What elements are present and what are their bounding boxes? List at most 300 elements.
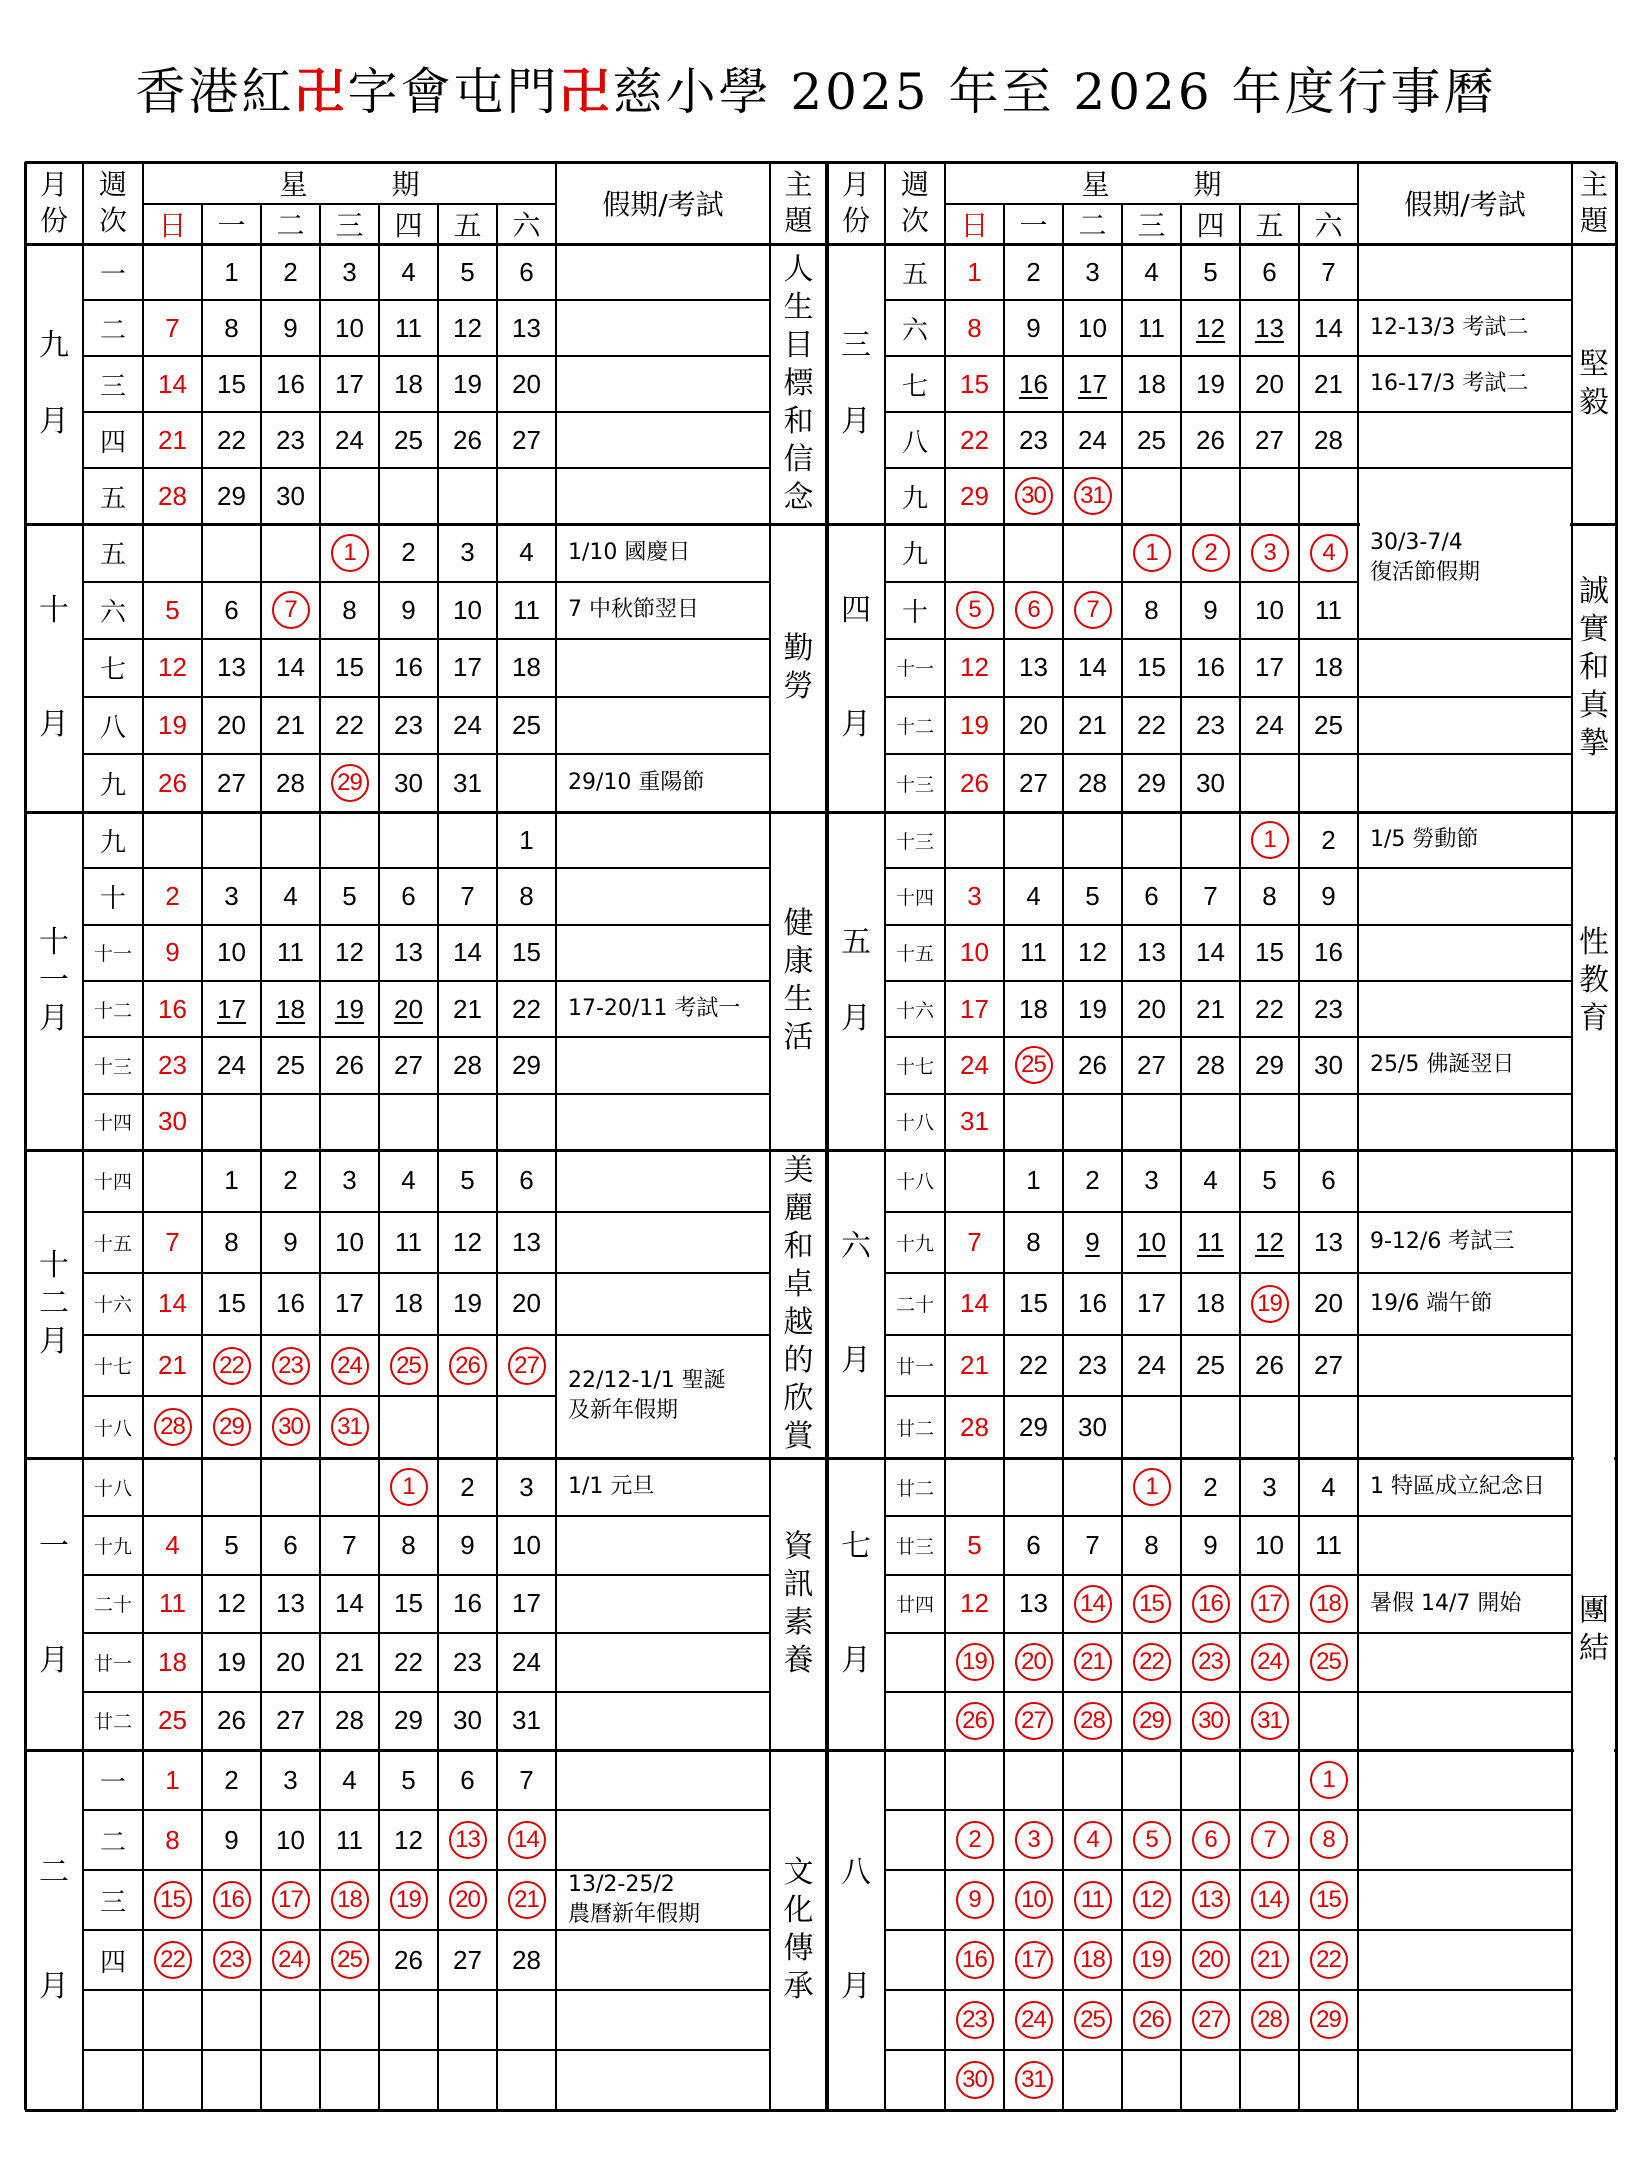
holiday-note [556,244,770,300]
day-cell [320,1335,379,1397]
day-cell [1299,524,1358,582]
day-cell [202,1396,261,1458]
day-cell: 13 [217,652,246,683]
week-number: 十七 [93,1356,132,1379]
week-number: 廿二 [895,1477,934,1500]
day-cell [1004,812,1063,868]
day-cell: 19 [1196,368,1225,399]
month-label-left-1: 十 月 [39,593,69,742]
day-cell: 9 [1085,1226,1100,1257]
day-cell [1240,812,1299,868]
week-number: 十九 [93,1536,132,1559]
holiday-note [1358,1750,1572,1810]
day-cell: 22 [960,424,989,455]
day-cell [1240,524,1299,582]
day-cell [261,2050,320,2110]
holiday-circle: 17 [272,1881,310,1919]
week-number: 廿三 [895,1536,934,1559]
header-weekday-right: 星 期 [1081,168,1222,201]
day-cell [1122,1458,1181,1516]
theme-label [770,1458,827,1750]
day-cell: 30 [1314,1049,1343,1080]
day-cell [202,1870,261,1930]
holiday-circle: 16 [1192,1585,1230,1623]
day-cell: 9 [224,1824,239,1855]
day-cell: 8 [967,312,982,343]
day-cell: 23 [1314,993,1343,1024]
day-cell: 9 [460,1530,475,1561]
theme-text: 健康生活 [783,906,814,1055]
day-cell: 31 [453,767,482,798]
holiday-note [556,412,770,468]
day-cell [1299,1870,1358,1930]
holiday-circle: 6 [1192,1821,1230,1859]
day-cell: 18 [394,368,423,399]
day-cell: 4 [283,880,298,911]
day-cell: 14 [960,1288,989,1319]
day-cell [1181,1930,1240,1990]
day-cell [379,1094,438,1150]
day-cell: 13 [1019,1588,1048,1619]
week-number: 三 [99,1887,126,1918]
grid-line-v [201,204,203,244]
header-day-right-5: 五 [1255,209,1284,242]
day-cell [1299,1633,1358,1691]
week-number: 二十 [895,1294,934,1317]
week-number: 一 [99,259,126,290]
day-cell: 11 [1315,594,1342,625]
holiday-circle: 24 [1015,2001,1053,2039]
holiday-note [556,1750,770,1810]
day-cell [945,2050,1004,2110]
week-number: 七 [901,371,928,402]
day-cell [438,1335,497,1397]
day-cell: 8 [519,880,534,911]
week-number: 七 [99,655,126,686]
day-cell: 13 [512,312,541,343]
grid-line-v [1298,204,1300,244]
day-cell [1122,1990,1181,2050]
day-cell [1004,468,1063,524]
day-cell: 6 [460,1764,475,1795]
day-cell [202,1930,261,1990]
day-cell: 11 [395,312,422,343]
holiday-circle: 22 [213,1347,251,1385]
holiday-circle: 1 [1133,534,1171,572]
holiday-circle: 13 [449,1821,487,1859]
day-cell [1181,524,1240,582]
holiday-circle: 10 [1015,1881,1053,1919]
holiday-note: 13/2-25/2 農曆新年假期 [568,1872,701,1927]
day-cell: 12 [960,652,989,683]
holiday-circle: 28 [1074,1702,1112,1740]
week-number: 三 [99,371,126,402]
holiday-circle: 20 [1015,1643,1053,1681]
holiday-note [556,1692,770,1750]
header-month-left: 月 份 [39,168,68,237]
day-cell [1122,524,1181,582]
holiday-note [1358,1870,1572,1930]
day-cell [1240,1990,1299,2050]
holiday-circle: 15 [1133,1585,1171,1623]
day-cell [320,468,379,524]
month-label-left-4: 一 月 [39,1529,69,1678]
day-cell: 30 [1078,1411,1107,1442]
day-cell: 21 [158,1350,187,1381]
day-cell [497,2050,556,2110]
holiday-circle: 25 [1074,2001,1112,2039]
day-cell: 10 [335,312,364,343]
day-cell: 18 [512,652,541,683]
day-cell: 29 [960,480,989,511]
week-number: 二十 [93,1594,132,1617]
holiday-note [556,1575,770,1633]
day-cell: 28 [453,1049,482,1080]
day-cell [438,468,497,524]
holiday-circle: 15 [1310,1881,1348,1919]
header-day-right-0: 日 [960,209,989,242]
day-cell: 19 [335,993,364,1024]
day-cell [945,1458,1004,1516]
day-cell: 8 [1144,594,1159,625]
day-cell: 15 [335,652,364,683]
day-cell: 2 [460,1471,475,1502]
day-cell: 10 [1255,1530,1284,1561]
day-cell [945,1692,1004,1750]
day-cell: 25 [512,710,541,741]
week-number: 十八 [93,1417,132,1440]
day-cell: 22 [335,710,364,741]
day-cell [497,1990,556,2050]
day-cell: 6 [1321,1165,1336,1196]
day-cell [261,524,320,582]
holiday-circle: 22 [1310,1941,1348,1979]
day-cell [1240,1396,1299,1458]
day-cell [438,812,497,868]
day-cell: 11 [513,594,540,625]
day-cell: 14 [335,1588,364,1619]
day-cell: 20 [394,993,423,1024]
holiday-circle: 31 [331,1408,369,1446]
grid-line-v [1062,204,1064,244]
day-cell [1299,468,1358,524]
day-cell: 13 [1137,937,1166,968]
holiday-circle: 4 [1310,534,1348,572]
day-cell: 28 [1078,767,1107,798]
week-number: 二 [99,1827,126,1858]
day-cell: 27 [512,424,541,455]
day-cell: 16 [1019,368,1048,399]
week-number: 六 [901,315,928,346]
day-cell: 18 [276,993,305,1024]
day-cell: 5 [967,1530,982,1561]
week-number [885,1990,945,2050]
holiday-note: 17-20/11 考試一 [568,996,741,1022]
day-cell: 2 [224,1764,239,1795]
day-cell [1122,1633,1181,1691]
grid-line-h [1358,638,1572,640]
day-cell [1063,1990,1122,2050]
week-number [885,1810,945,1870]
day-cell: 16 [276,1288,305,1319]
week-number: 廿二 [895,1417,934,1440]
day-cell: 13 [276,1588,305,1619]
day-cell: 24 [335,424,364,455]
day-cell: 12 [1196,312,1225,343]
day-cell: 25 [1196,1350,1225,1381]
week-number: 十一 [93,943,132,966]
holiday-note [1358,1150,1572,1212]
day-cell: 22 [394,1646,423,1677]
day-cell [143,1150,202,1212]
day-cell [945,1633,1004,1691]
holiday-note [1358,1930,1572,1990]
month-label-left-2: 十 一 月 [39,925,69,1036]
day-cell [497,468,556,524]
day-cell [1299,1750,1358,1810]
day-cell [945,1750,1004,1810]
day-cell: 12 [1078,937,1107,968]
header-day-right-2: 二 [1078,209,1107,242]
day-cell [1240,1870,1299,1930]
day-cell: 22 [512,993,541,1024]
day-cell [497,1810,556,1870]
holiday-circle: 5 [1133,1821,1171,1859]
holiday-note-easter: 30/3-7/4 復活節假期 [1370,530,1481,585]
holiday-circle: 9 [956,1881,994,1919]
week-number: 十二 [895,716,934,739]
day-cell: 23 [1019,424,1048,455]
day-cell: 26 [158,767,187,798]
holiday-circle: 21 [1074,1643,1112,1681]
holiday-note [556,868,770,924]
week-number [885,1870,945,1930]
day-cell [261,1990,320,2050]
holiday-note [556,2050,770,2110]
day-cell [945,524,1004,582]
day-cell [320,1094,379,1150]
day-cell: 18 [1314,652,1343,683]
day-cell [1299,1990,1358,2050]
grid-line-v [1003,204,1005,244]
holiday-circle: 23 [272,1347,310,1385]
day-cell: 26 [960,767,989,798]
day-cell: 21 [1314,368,1343,399]
day-cell [379,812,438,868]
week-number: 十八 [93,1477,132,1500]
holiday-note [556,1212,770,1274]
day-cell: 25 [158,1705,187,1736]
day-cell: 6 [283,1530,298,1561]
holiday-note: 9-12/6 考試三 [1370,1229,1515,1255]
day-cell: 30 [394,767,423,798]
holiday-circle: 31 [1015,2061,1053,2099]
day-cell: 27 [453,1944,482,1975]
day-cell [1122,1094,1181,1150]
holiday-circle: 18 [1074,1941,1112,1979]
week-number: 九 [901,540,928,571]
holiday-note: 1/5 勞動節 [1370,827,1479,853]
holiday-circle: 21 [1251,1941,1289,1979]
day-cell: 13 [1255,312,1284,343]
holiday-circle: 26 [449,1347,487,1385]
day-cell: 3 [342,1165,357,1196]
day-cell: 5 [224,1530,239,1561]
month-label-right-4: 七 月 [841,1529,871,1678]
day-cell [1122,1750,1181,1810]
day-cell: 25 [1137,424,1166,455]
day-cell: 27 [1137,1049,1166,1080]
day-cell: 16 [158,993,187,1024]
month-label-left-0: 九 月 [39,328,69,439]
header-day-left-4: 四 [394,209,423,242]
day-cell [497,1335,556,1397]
day-cell: 18 [394,1288,423,1319]
grid-line-v [260,204,262,244]
day-cell: 16 [1196,652,1225,683]
day-cell: 10 [512,1530,541,1561]
day-cell [1181,2050,1240,2110]
day-cell: 3 [1262,1471,1277,1502]
day-cell [1063,812,1122,868]
week-number: 廿一 [93,1652,132,1675]
day-cell: 20 [217,710,246,741]
holiday-note [556,1633,770,1691]
header-day-right-6: 六 [1314,209,1343,242]
holiday-note [556,1094,770,1150]
day-cell: 6 [224,594,239,625]
day-cell: 4 [401,256,416,287]
day-cell: 25 [1314,710,1343,741]
day-cell [438,1990,497,2050]
day-cell: 19 [960,710,989,741]
day-cell [1004,582,1063,640]
day-cell: 17 [217,993,246,1024]
day-cell: 14 [1314,312,1343,343]
day-cell [1004,524,1063,582]
day-cell: 20 [512,368,541,399]
day-cell [945,1810,1004,1870]
day-cell: 7 [1321,256,1336,287]
theme-label-right: 團 結 [1579,1593,1609,1666]
week-number: 四 [99,1947,126,1978]
holiday-circle: 5 [956,591,994,629]
day-cell: 26 [1255,1350,1284,1381]
week-number: 九 [99,770,126,801]
header-day-left-2: 二 [276,209,305,242]
holiday-note [1358,1990,1572,2050]
holiday-circle: 25 [1310,1643,1348,1681]
holiday-circle: 30 [1192,1702,1230,1740]
day-cell [1181,1810,1240,1870]
day-cell [1181,1094,1240,1150]
day-cell: 8 [1262,880,1277,911]
theme-label [770,1750,827,2110]
day-cell [320,1930,379,1990]
day-cell: 31 [960,1106,989,1137]
day-cell: 7 [1085,1530,1100,1561]
day-cell: 12 [453,1226,482,1257]
holiday-circle: 24 [272,1941,310,1979]
grid-line-v [496,204,498,244]
week-number: 十六 [93,1294,132,1317]
day-cell [1004,1810,1063,1870]
holiday-circle: 2 [956,1821,994,1859]
day-cell: 21 [1078,710,1107,741]
day-cell: 29 [512,1049,541,1080]
day-cell [1004,1930,1063,1990]
day-cell: 10 [1078,312,1107,343]
holiday-circle: 1 [1251,821,1289,859]
day-cell [143,2050,202,2110]
day-cell [438,1870,497,1930]
week-number: 八 [99,713,126,744]
day-cell: 29 [1019,1411,1048,1442]
day-cell: 28 [1196,1049,1225,1080]
day-cell [1063,1575,1122,1633]
day-cell: 14 [453,937,482,968]
holiday-circle: 7 [1074,591,1112,629]
day-cell: 1 [224,256,239,287]
holiday-note [1358,244,1572,300]
day-cell [202,1094,261,1150]
day-cell: 9 [1203,594,1218,625]
day-cell [1240,468,1299,524]
day-cell: 12 [1255,1226,1284,1257]
holiday-circle: 30 [1015,477,1053,515]
day-cell [261,1335,320,1397]
week-number: 十八 [895,1171,934,1194]
day-cell [1122,812,1181,868]
holiday-circle: 3 [1015,1821,1053,1859]
day-cell [1063,1750,1122,1810]
day-cell: 3 [460,537,475,568]
day-cell: 15 [1137,652,1166,683]
day-cell: 9 [1203,1530,1218,1561]
holiday-circle: 23 [213,1941,251,1979]
day-cell: 14 [158,1288,187,1319]
day-cell [261,1094,320,1150]
holiday-note: 7 中秋節翌日 [568,597,699,623]
day-cell: 8 [401,1530,416,1561]
day-cell: 3 [283,1764,298,1795]
day-cell: 2 [283,256,298,287]
day-cell [1240,1810,1299,1870]
day-cell: 20 [276,1646,305,1677]
week-number [885,1633,945,1691]
day-cell [1240,1692,1299,1750]
holiday-circle: 8 [1310,1821,1348,1859]
day-cell: 11 [1315,1530,1342,1561]
week-number [83,2050,143,2110]
day-cell: 7 [165,312,180,343]
holiday-circle: 27 [508,1347,546,1385]
day-cell: 17 [1255,652,1284,683]
day-cell: 28 [960,1411,989,1442]
day-cell [1063,1633,1122,1691]
day-cell [1122,1692,1181,1750]
day-cell: 6 [1026,1530,1041,1561]
day-cell [945,1150,1004,1212]
day-cell: 15 [217,368,246,399]
theme-text: 文化傳承 [783,1855,814,2004]
day-cell [945,812,1004,868]
day-cell [1299,1930,1358,1990]
grid-line-v [437,204,439,244]
day-cell: 7 [1203,880,1218,911]
theme-label-right: 誠 實 和 真 摯 [1579,574,1609,761]
day-cell: 17 [960,993,989,1024]
